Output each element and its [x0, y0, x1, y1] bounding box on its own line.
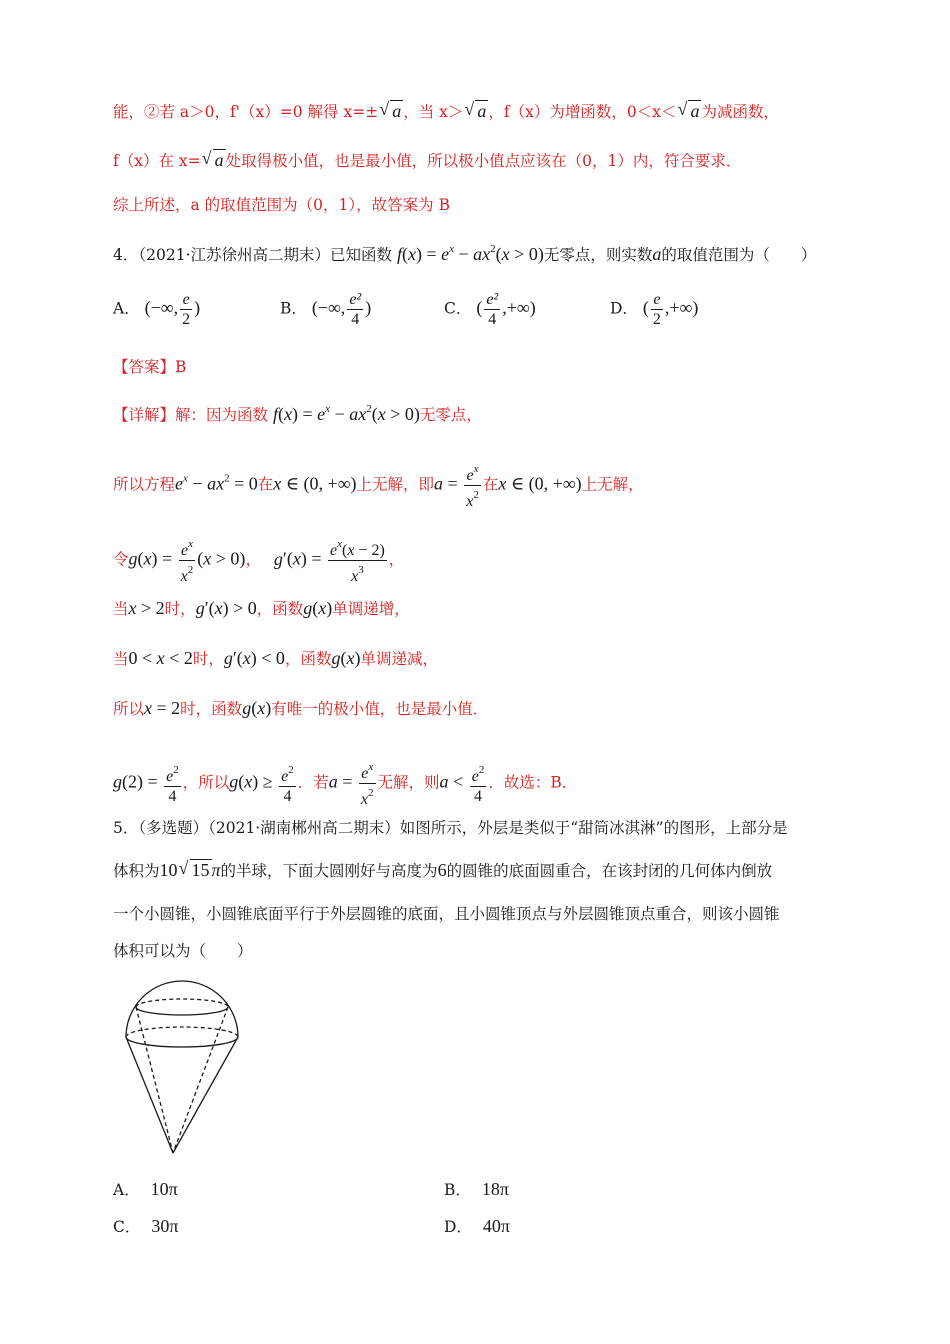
- text: 令: [113, 550, 129, 569]
- text: 无零点，则实数: [543, 246, 653, 264]
- q5-option-a[interactable]: [113, 1178, 178, 1200]
- cone-right-edge: [173, 1037, 238, 1153]
- text: ，: [245, 550, 261, 569]
- text: ，当 x＞: [403, 103, 464, 121]
- fraction: $\frac{\text{e²}}{4}$: [349, 291, 362, 328]
- math-a: a: [652, 244, 662, 264]
- text: 体积为: [113, 862, 160, 880]
- text: 当: [113, 600, 129, 618]
- option-value: 30π: [151, 1216, 179, 1236]
- option-text: ,+∞): [502, 297, 536, 318]
- option-label: B．: [280, 299, 307, 318]
- q5-option-b[interactable]: [444, 1178, 509, 1200]
- solution-conclusion: 综上所述，a 的取值范围为（0，1），故答案为 B: [113, 196, 450, 214]
- math-a: a: [473, 244, 483, 264]
- option-d[interactable]: [610, 290, 698, 329]
- text: 单调递增，: [332, 600, 410, 618]
- detail-line-4: 当x > 2时，g′(x) > 0，函数g(x)单调递增，: [113, 598, 410, 618]
- detail-line-2: 所以方程$e^x - ax^2 = 0$在x ∈ (0, +∞)上无解，即a = $\frac{e^x}{x^2}$ 在x ∈ (0, +∞)上无解，: [113, 460, 644, 511]
- text: 已知函数: [330, 246, 393, 264]
- option-c[interactable]: [444, 290, 536, 329]
- text: 的半球，下面大圆刚好与高度为: [220, 862, 438, 880]
- text: ．故选：B．: [488, 773, 578, 792]
- option-value: 18π: [481, 1179, 509, 1199]
- math-f: f: [396, 244, 402, 264]
- sqrt-a: √ a: [213, 149, 226, 170]
- question-5-line-4: 体积可以为（ ）: [113, 942, 253, 960]
- text: 有唯一的极小值，也是最小值．: [271, 700, 489, 718]
- base-ellipse-front: [126, 1037, 238, 1047]
- answer: 【答案】B: [113, 358, 187, 376]
- q5-option-d[interactable]: [444, 1215, 510, 1237]
- hemisphere-outline: [126, 981, 238, 1037]
- math-number: 10: [159, 860, 178, 880]
- fraction: $\frac{e}{2}$: [182, 291, 191, 328]
- option-text: ): [194, 297, 201, 318]
- text: 所以方程: [113, 475, 176, 494]
- text: ．若: [297, 773, 329, 792]
- sqrt-a: √ a: [390, 100, 403, 121]
- option-label: C．: [113, 1218, 141, 1236]
- option-label: A．: [113, 299, 140, 318]
- question-source: （2021·江苏徐州高二期末）: [138, 246, 330, 264]
- text: 的圆锥的底面圆重合，在该封闭的几何体内倒放: [446, 862, 773, 880]
- option-text: ,+∞): [664, 297, 699, 318]
- text: 时，: [164, 600, 196, 618]
- option-value: 10π: [150, 1179, 178, 1199]
- solution-line-2: [113, 149, 741, 172]
- question-5-line-2: [113, 859, 772, 882]
- text: 解：因为函数: [175, 406, 269, 424]
- option-text: (−∞,: [144, 297, 179, 318]
- text: 单调递减，: [360, 650, 438, 668]
- fraction: $\frac{e}{2}$: [652, 291, 661, 328]
- text: 在: [257, 475, 274, 494]
- question-5-line-3: 一个小圆锥，小圆锥底面平行于外层圆锥的底面，且小圆锥顶点与外层圆锥顶点重合，则该小圆锥: [113, 905, 780, 923]
- math-sqrt: √ 15: [190, 859, 212, 880]
- math-e: e: [441, 244, 450, 264]
- small-cone-right-edge: [173, 1007, 228, 1153]
- question-number: 4．: [113, 246, 139, 264]
- text: 上无解，: [581, 475, 644, 494]
- text: 时，函数: [180, 700, 243, 718]
- sqrt-a: √ a: [475, 100, 488, 121]
- math-x: x: [501, 244, 510, 264]
- option-label: D．: [610, 299, 638, 318]
- math-x: x: [407, 244, 416, 264]
- fraction: $\frac{\text{e²}}{4}$: [486, 291, 499, 328]
- option-text: (: [476, 297, 483, 318]
- cone-hemisphere-figure: [118, 975, 248, 1165]
- detail-line-6: 所以x = 2时，函数g(x)有唯一的极小值，也是最小值．: [113, 698, 489, 718]
- text: ，函数: [256, 600, 304, 618]
- text: 在: [482, 475, 499, 494]
- option-label: D．: [444, 1218, 472, 1236]
- detail-line-5: 当0 < x < 2时，g′(x) < 0，函数g(x)单调递减，: [113, 648, 438, 668]
- math-number: 6: [437, 860, 447, 880]
- option-value: 40π: [482, 1216, 510, 1236]
- option-text: ): [365, 297, 372, 318]
- question-4-stem: 4．（2021·江苏徐州高二期末）已知函数 $f(x) = e^x - ax^2(x > 0)$无零点，则实数a的取值范围为（ ）: [113, 243, 817, 264]
- sqrt-a: √ a: [688, 100, 701, 121]
- text: 为减函数，: [701, 103, 779, 121]
- solution-line-1: [113, 100, 779, 123]
- option-text: (−∞,: [311, 297, 346, 318]
- question-5-line-1: 5．（多选题）（2021·湖南郴州高二期末）如图所示，外层是类似于“甜筒冰淇淋”的图形，上部分是: [113, 819, 788, 837]
- math-x: x: [482, 244, 491, 264]
- text: 无解，则: [377, 773, 440, 792]
- detail-line-7: g(2) = $\frac{e^2}{4}$ ，所以g(x) ≥ $\frac{e^2}{4}$ ．若a = $\frac{e^x}{x^2}$ 无解，则a < $\frac{e^2}{4}$ ．故选：B．: [113, 758, 577, 809]
- text: 时，: [192, 650, 224, 668]
- text: ，所以: [182, 773, 230, 792]
- cone-left-edge: [126, 1037, 173, 1153]
- small-cone-top-front: [136, 1007, 228, 1015]
- small-cone-top-back: [136, 999, 228, 1007]
- text: ，f（x）为增函数，0＜x＜: [488, 103, 677, 121]
- text: 能，②若 a＞0，f'（x）=0 解得 x=±: [113, 103, 379, 121]
- text: 当: [113, 650, 129, 668]
- math-pi: π: [211, 860, 221, 880]
- option-a[interactable]: [113, 290, 200, 329]
- text: f（x）在 x=: [113, 152, 201, 170]
- option-b[interactable]: [280, 290, 371, 329]
- detail-line-1: 【详解】解：因为函数 $f(x) = e^x - ax^2(x > 0)$无零点，: [113, 403, 482, 424]
- text: 处取得极小值，也是最小值，所以极小值点应该在（0，1）内，符合要求．: [225, 152, 742, 170]
- option-label: C．: [444, 299, 472, 318]
- detail-line-3: 令g(x) = $\frac{e^x}{x^2}$ (x > 0)， g′(x) = $\frac{e^x(x - 2)}{x^3}$ ，: [113, 535, 404, 586]
- text: 上无解，即: [356, 475, 435, 494]
- text: ，: [388, 550, 405, 569]
- text: 所以: [113, 700, 145, 718]
- detail-tag: 【详解】: [113, 406, 176, 424]
- option-label: A．: [113, 1181, 140, 1199]
- option-label: B．: [444, 1181, 471, 1199]
- q5-option-c[interactable]: [113, 1215, 178, 1237]
- option-text: (: [642, 297, 649, 318]
- text: 无零点，: [419, 406, 482, 424]
- text: ，函数: [284, 650, 332, 668]
- text: 的取值范围为（ ）: [661, 246, 817, 264]
